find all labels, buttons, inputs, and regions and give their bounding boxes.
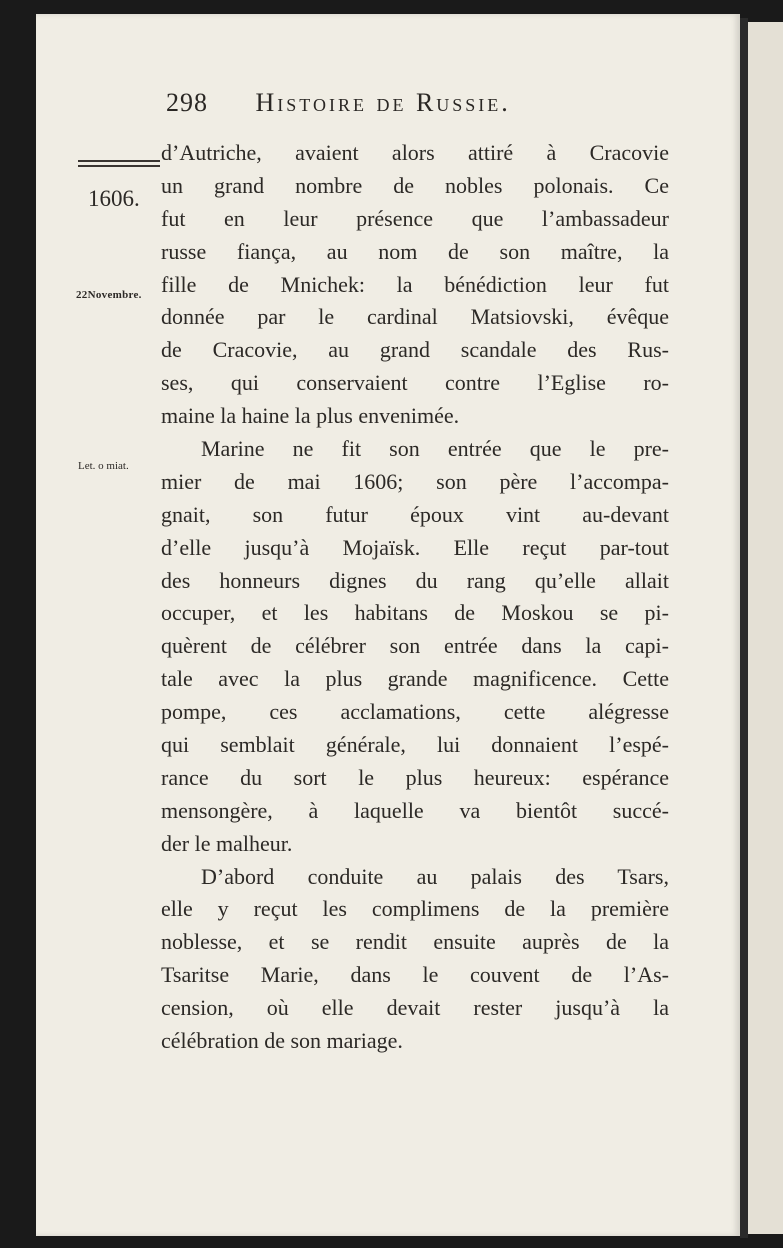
- text-line: mier de mai 1606; son père l’accompa-: [161, 468, 669, 494]
- text-line: D’abord conduite au palais des Tsars,: [201, 863, 669, 889]
- running-title: Histoire de Russie.: [255, 88, 511, 117]
- text-line: Marine ne fit son entrée que le pre-: [201, 436, 669, 462]
- text-line: d’elle jusqu’à Mojaïsk. Elle reçut par-tout: [161, 534, 669, 560]
- continuation-rule-second: [78, 165, 160, 167]
- book-gutter: [740, 18, 748, 1238]
- text-line: maine la haine la plus envenimée.: [161, 403, 460, 429]
- text-line: mensongère, à laquelle va bientôt succé-: [161, 797, 669, 823]
- adjacent-page-edge: [748, 22, 783, 1234]
- text-line: des honneurs dignes du rang qu’elle allait: [161, 567, 669, 593]
- text-line: ses, qui conservaient contre l’Eglise ro-: [161, 370, 669, 396]
- text-line: elle y reçut les complimens de la première: [161, 896, 669, 922]
- body-text: [161, 137, 669, 1058]
- text-line: occuper, et les habitans de Moskou se pi-: [161, 600, 669, 626]
- text-line: tale avec la plus grande magnificence. Cette: [161, 666, 669, 692]
- text-line: der le malheur.: [161, 830, 293, 856]
- continuation-rule: [78, 160, 160, 162]
- text-line: russe fiança, au nom de son maître, la: [161, 238, 669, 264]
- text-line: cension, où elle devait rester jusqu’à la: [161, 995, 669, 1021]
- margin-date: 22Novembre.: [76, 289, 142, 301]
- text-line: noblesse, et se rendit ensuite auprès de la: [161, 929, 669, 955]
- text-line: célébration de son mariage.: [161, 1028, 403, 1054]
- text-line: quèrent de célébrer son entrée dans la capi-: [161, 633, 669, 659]
- page-number: 298: [166, 88, 208, 117]
- text-line: de Cracovie, au grand scandale des Rus-: [161, 337, 669, 363]
- margin-reference: Let. o miat.: [78, 460, 129, 472]
- text-line: donnée par le cardinal Matsiovski, évêque: [161, 304, 669, 330]
- running-header: [166, 88, 511, 118]
- text-line: un grand nombre de nobles polonais. Ce: [161, 172, 669, 198]
- margin-year: 1606.: [88, 186, 140, 211]
- text-line: d’Autriche, avaient alors attiré à Cracovie: [161, 140, 669, 165]
- text-line: qui semblait générale, lui donnaient l’espé-: [161, 732, 669, 758]
- text-line: Tsaritse Marie, dans le couvent de l’As-: [161, 962, 669, 988]
- text-line: fille de Mnichek: la bénédiction leur fut: [161, 271, 669, 297]
- text-line: rance du sort le plus heureux: espérance: [161, 764, 669, 790]
- text-line: gnait, son futur époux vint au-devant: [161, 501, 669, 527]
- book-page: [36, 14, 740, 1236]
- text-line: pompe, ces acclamations, cette alégresse: [161, 699, 669, 725]
- text-line: fut en leur présence que l’ambassadeur: [161, 205, 669, 231]
